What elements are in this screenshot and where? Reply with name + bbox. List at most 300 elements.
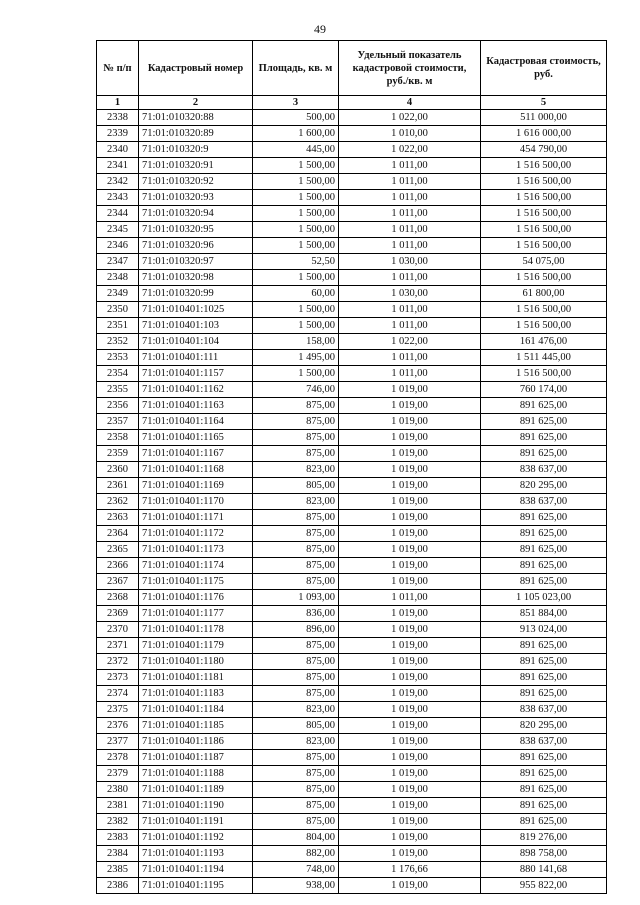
cadastral-value-cell: 891 625,00 bbox=[481, 398, 607, 414]
specific-value-cell: 1 019,00 bbox=[339, 670, 481, 686]
specific-value-cell: 1 030,00 bbox=[339, 286, 481, 302]
area-cell: 1 093,00 bbox=[253, 590, 339, 606]
area-cell: 823,00 bbox=[253, 462, 339, 478]
area-cell: 1 500,00 bbox=[253, 318, 339, 334]
cadastral-value-cell: 891 625,00 bbox=[481, 558, 607, 574]
area-cell: 875,00 bbox=[253, 574, 339, 590]
area-cell: 875,00 bbox=[253, 686, 339, 702]
table-row bbox=[97, 206, 607, 222]
area-cell: 823,00 bbox=[253, 494, 339, 510]
area-cell: 52,50 bbox=[253, 254, 339, 270]
row-number-cell: 2379 bbox=[97, 766, 139, 782]
area-cell: 1 500,00 bbox=[253, 238, 339, 254]
row-number-cell: 2347 bbox=[97, 254, 139, 270]
table-row bbox=[97, 478, 607, 494]
area-cell: 875,00 bbox=[253, 414, 339, 430]
table-header-row bbox=[97, 41, 607, 96]
table-row bbox=[97, 286, 607, 302]
cadastral-number-cell: 71:01:010401:1167 bbox=[139, 446, 253, 462]
table-row bbox=[97, 446, 607, 462]
specific-value-cell: 1 019,00 bbox=[339, 558, 481, 574]
cadastral-number-cell: 71:01:010401:1193 bbox=[139, 846, 253, 862]
row-number-cell: 2385 bbox=[97, 862, 139, 878]
area-cell: 938,00 bbox=[253, 878, 339, 894]
specific-value-cell: 1 019,00 bbox=[339, 382, 481, 398]
cadastral-number-cell: 71:01:010401:1184 bbox=[139, 702, 253, 718]
cadastral-number-cell: 71:01:010401:1195 bbox=[139, 878, 253, 894]
table-row bbox=[97, 158, 607, 174]
row-number-cell: 2338 bbox=[97, 110, 139, 126]
area-cell: 875,00 bbox=[253, 398, 339, 414]
specific-value-cell: 1 011,00 bbox=[339, 174, 481, 190]
table-row bbox=[97, 750, 607, 766]
area-cell: 1 500,00 bbox=[253, 158, 339, 174]
specific-value-cell: 1 011,00 bbox=[339, 206, 481, 222]
cadastral-number-cell: 71:01:010401:1179 bbox=[139, 638, 253, 654]
cadastral-number-cell: 71:01:010401:1175 bbox=[139, 574, 253, 590]
area-cell: 1 500,00 bbox=[253, 302, 339, 318]
row-number-cell: 2353 bbox=[97, 350, 139, 366]
column-number: 5 bbox=[481, 96, 607, 110]
specific-value-cell: 1 019,00 bbox=[339, 638, 481, 654]
area-cell: 804,00 bbox=[253, 830, 339, 846]
table-row bbox=[97, 494, 607, 510]
specific-value-cell: 1 019,00 bbox=[339, 750, 481, 766]
specific-value-cell: 1 011,00 bbox=[339, 318, 481, 334]
area-cell: 882,00 bbox=[253, 846, 339, 862]
row-number-cell: 2355 bbox=[97, 382, 139, 398]
table-row bbox=[97, 590, 607, 606]
cadastral-value-cell: 891 625,00 bbox=[481, 638, 607, 654]
table-row bbox=[97, 638, 607, 654]
column-number: 4 bbox=[339, 96, 481, 110]
specific-value-cell: 1 019,00 bbox=[339, 734, 481, 750]
cadastral-number-cell: 71:01:010401:1191 bbox=[139, 814, 253, 830]
cadastral-value-cell: 838 637,00 bbox=[481, 462, 607, 478]
cadastral-number-cell: 71:01:010320:92 bbox=[139, 174, 253, 190]
table-row bbox=[97, 382, 607, 398]
area-cell: 746,00 bbox=[253, 382, 339, 398]
row-number-cell: 2380 bbox=[97, 782, 139, 798]
cadastral-value-cell: 1 516 500,00 bbox=[481, 158, 607, 174]
area-cell: 805,00 bbox=[253, 718, 339, 734]
row-number-cell: 2357 bbox=[97, 414, 139, 430]
area-cell: 875,00 bbox=[253, 430, 339, 446]
cadastral-number-cell: 71:01:010320:96 bbox=[139, 238, 253, 254]
area-cell: 158,00 bbox=[253, 334, 339, 350]
area-cell: 1 600,00 bbox=[253, 126, 339, 142]
specific-value-cell: 1 019,00 bbox=[339, 542, 481, 558]
row-number-cell: 2381 bbox=[97, 798, 139, 814]
specific-value-cell: 1 022,00 bbox=[339, 142, 481, 158]
area-cell: 875,00 bbox=[253, 526, 339, 542]
area-cell: 1 495,00 bbox=[253, 350, 339, 366]
cadastral-value-cell: 54 075,00 bbox=[481, 254, 607, 270]
cadastral-value-cell: 838 637,00 bbox=[481, 494, 607, 510]
specific-value-cell: 1 011,00 bbox=[339, 190, 481, 206]
cadastral-number-cell: 71:01:010320:99 bbox=[139, 286, 253, 302]
cadastral-number-cell: 71:01:010320:93 bbox=[139, 190, 253, 206]
table-row bbox=[97, 622, 607, 638]
cadastral-number-cell: 71:01:010401:1183 bbox=[139, 686, 253, 702]
row-number-cell: 2366 bbox=[97, 558, 139, 574]
table-row bbox=[97, 350, 607, 366]
cadastral-number-cell: 71:01:010401:1177 bbox=[139, 606, 253, 622]
row-number-cell: 2382 bbox=[97, 814, 139, 830]
area-cell: 748,00 bbox=[253, 862, 339, 878]
row-number-cell: 2346 bbox=[97, 238, 139, 254]
area-cell: 875,00 bbox=[253, 510, 339, 526]
table-row bbox=[97, 430, 607, 446]
row-number-cell: 2383 bbox=[97, 830, 139, 846]
table-row bbox=[97, 270, 607, 286]
table-row bbox=[97, 686, 607, 702]
cadastral-value-cell: 891 625,00 bbox=[481, 686, 607, 702]
row-number-cell: 2367 bbox=[97, 574, 139, 590]
table-row bbox=[97, 414, 607, 430]
row-number-cell: 2343 bbox=[97, 190, 139, 206]
table-row bbox=[97, 302, 607, 318]
row-number-cell: 2350 bbox=[97, 302, 139, 318]
cadastral-number-cell: 71:01:010401:1174 bbox=[139, 558, 253, 574]
cadastral-value-cell: 1 511 445,00 bbox=[481, 350, 607, 366]
cadastral-value-cell: 1 516 500,00 bbox=[481, 222, 607, 238]
area-cell: 805,00 bbox=[253, 478, 339, 494]
area-cell: 823,00 bbox=[253, 702, 339, 718]
table-row bbox=[97, 766, 607, 782]
cadastral-value-cell: 891 625,00 bbox=[481, 798, 607, 814]
cadastral-number-cell: 71:01:010401:1165 bbox=[139, 430, 253, 446]
specific-value-cell: 1 011,00 bbox=[339, 350, 481, 366]
cadastral-value-cell: 161 476,00 bbox=[481, 334, 607, 350]
specific-value-cell: 1 011,00 bbox=[339, 238, 481, 254]
specific-value-cell: 1 019,00 bbox=[339, 510, 481, 526]
cadastral-number-cell: 71:01:010401:103 bbox=[139, 318, 253, 334]
table-row bbox=[97, 510, 607, 526]
cadastral-number-cell: 71:01:010320:91 bbox=[139, 158, 253, 174]
table-row bbox=[97, 542, 607, 558]
cadastral-value-cell: 1 516 500,00 bbox=[481, 318, 607, 334]
specific-value-cell: 1 011,00 bbox=[339, 302, 481, 318]
cadastral-number-cell: 71:01:010401:1025 bbox=[139, 302, 253, 318]
area-cell: 500,00 bbox=[253, 110, 339, 126]
table-row bbox=[97, 718, 607, 734]
specific-value-cell: 1 019,00 bbox=[339, 814, 481, 830]
table-row bbox=[97, 318, 607, 334]
row-number-cell: 2339 bbox=[97, 126, 139, 142]
cadastral-number-cell: 71:01:010320:89 bbox=[139, 126, 253, 142]
specific-value-cell: 1 019,00 bbox=[339, 766, 481, 782]
table-row bbox=[97, 558, 607, 574]
cadastral-number-cell: 71:01:010401:1194 bbox=[139, 862, 253, 878]
column-number-row bbox=[97, 96, 607, 110]
specific-value-cell: 1 019,00 bbox=[339, 446, 481, 462]
header-row-number: № п/п bbox=[97, 41, 139, 96]
specific-value-cell: 1 019,00 bbox=[339, 526, 481, 542]
specific-value-cell: 1 019,00 bbox=[339, 718, 481, 734]
table-row bbox=[97, 654, 607, 670]
specific-value-cell: 1 019,00 bbox=[339, 702, 481, 718]
area-cell: 875,00 bbox=[253, 798, 339, 814]
column-number: 3 bbox=[253, 96, 339, 110]
cadastral-value-cell: 760 174,00 bbox=[481, 382, 607, 398]
cadastral-number-cell: 71:01:010401:1178 bbox=[139, 622, 253, 638]
cadastral-number-cell: 71:01:010401:1172 bbox=[139, 526, 253, 542]
cadastral-value-cell: 891 625,00 bbox=[481, 814, 607, 830]
cadastral-number-cell: 71:01:010401:1180 bbox=[139, 654, 253, 670]
table-row bbox=[97, 606, 607, 622]
row-number-cell: 2358 bbox=[97, 430, 139, 446]
cadastral-number-cell: 71:01:010401:1162 bbox=[139, 382, 253, 398]
cadastral-value-cell: 1 516 500,00 bbox=[481, 238, 607, 254]
area-cell: 1 500,00 bbox=[253, 222, 339, 238]
row-number-cell: 2384 bbox=[97, 846, 139, 862]
cadastral-value-cell: 891 625,00 bbox=[481, 430, 607, 446]
cadastral-value-cell: 891 625,00 bbox=[481, 750, 607, 766]
row-number-cell: 2368 bbox=[97, 590, 139, 606]
cadastral-number-cell: 71:01:010401:1186 bbox=[139, 734, 253, 750]
cadastral-value-cell: 1 616 000,00 bbox=[481, 126, 607, 142]
table-row bbox=[97, 702, 607, 718]
row-number-cell: 2372 bbox=[97, 654, 139, 670]
row-number-cell: 2356 bbox=[97, 398, 139, 414]
specific-value-cell: 1 022,00 bbox=[339, 110, 481, 126]
cadastral-value-cell: 1 105 023,00 bbox=[481, 590, 607, 606]
cadastral-value-cell: 838 637,00 bbox=[481, 702, 607, 718]
cadastral-number-cell: 71:01:010401:1164 bbox=[139, 414, 253, 430]
cadastral-value-cell: 891 625,00 bbox=[481, 766, 607, 782]
cadastral-value-cell: 838 637,00 bbox=[481, 734, 607, 750]
cadastral-value-cell: 820 295,00 bbox=[481, 718, 607, 734]
table-row bbox=[97, 254, 607, 270]
column-number: 2 bbox=[139, 96, 253, 110]
row-number-cell: 2361 bbox=[97, 478, 139, 494]
cadastral-value-cell: 1 516 500,00 bbox=[481, 174, 607, 190]
table-row bbox=[97, 222, 607, 238]
cadastral-number-cell: 71:01:010401:1171 bbox=[139, 510, 253, 526]
area-cell: 60,00 bbox=[253, 286, 339, 302]
cadastral-value-cell: 851 884,00 bbox=[481, 606, 607, 622]
area-cell: 875,00 bbox=[253, 654, 339, 670]
specific-value-cell: 1 011,00 bbox=[339, 270, 481, 286]
cadastral-value-cell: 1 516 500,00 bbox=[481, 302, 607, 318]
row-number-cell: 2352 bbox=[97, 334, 139, 350]
specific-value-cell: 1 019,00 bbox=[339, 798, 481, 814]
cadastral-number-cell: 71:01:010401:1181 bbox=[139, 670, 253, 686]
table-row bbox=[97, 574, 607, 590]
area-cell: 823,00 bbox=[253, 734, 339, 750]
row-number-cell: 2351 bbox=[97, 318, 139, 334]
cadastral-number-cell: 71:01:010320:97 bbox=[139, 254, 253, 270]
table-row bbox=[97, 814, 607, 830]
cadastral-value-cell: 820 295,00 bbox=[481, 478, 607, 494]
cadastral-value-cell: 511 000,00 bbox=[481, 110, 607, 126]
cadastral-number-cell: 71:01:010401:1187 bbox=[139, 750, 253, 766]
area-cell: 875,00 bbox=[253, 814, 339, 830]
cadastral-number-cell: 71:01:010401:1189 bbox=[139, 782, 253, 798]
specific-value-cell: 1 019,00 bbox=[339, 830, 481, 846]
cadastral-number-cell: 71:01:010401:1188 bbox=[139, 766, 253, 782]
row-number-cell: 2349 bbox=[97, 286, 139, 302]
specific-value-cell: 1 019,00 bbox=[339, 846, 481, 862]
row-number-cell: 2371 bbox=[97, 638, 139, 654]
row-number-cell: 2342 bbox=[97, 174, 139, 190]
cadastral-number-cell: 71:01:010401:1163 bbox=[139, 398, 253, 414]
row-number-cell: 2370 bbox=[97, 622, 139, 638]
header-cadastral-value: Кадастровая стоимость, руб. bbox=[481, 41, 607, 96]
cadastral-number-cell: 71:01:010401:1185 bbox=[139, 718, 253, 734]
cadastral-value-cell: 1 516 500,00 bbox=[481, 270, 607, 286]
row-number-cell: 2386 bbox=[97, 878, 139, 894]
table-row bbox=[97, 670, 607, 686]
specific-value-cell: 1 019,00 bbox=[339, 462, 481, 478]
cadastral-value-cell: 891 625,00 bbox=[481, 542, 607, 558]
specific-value-cell: 1 011,00 bbox=[339, 366, 481, 382]
cadastral-number-cell: 71:01:010401:104 bbox=[139, 334, 253, 350]
area-cell: 875,00 bbox=[253, 638, 339, 654]
table-row bbox=[97, 878, 607, 894]
row-number-cell: 2354 bbox=[97, 366, 139, 382]
specific-value-cell: 1 022,00 bbox=[339, 334, 481, 350]
cadastral-value-cell: 955 822,00 bbox=[481, 878, 607, 894]
cadastral-number-cell: 71:01:010401:1157 bbox=[139, 366, 253, 382]
specific-value-cell: 1 019,00 bbox=[339, 622, 481, 638]
cadastral-value-cell: 891 625,00 bbox=[481, 414, 607, 430]
cadastral-number-cell: 71:01:010401:1173 bbox=[139, 542, 253, 558]
specific-value-cell: 1 011,00 bbox=[339, 158, 481, 174]
area-cell: 896,00 bbox=[253, 622, 339, 638]
cadastral-number-cell: 71:01:010401:1192 bbox=[139, 830, 253, 846]
header-specific-value: Удельный показатель кадастровой стоимости, руб./кв. м bbox=[339, 41, 481, 96]
cadastral-value-cell: 891 625,00 bbox=[481, 446, 607, 462]
cadastral-value-cell: 891 625,00 bbox=[481, 782, 607, 798]
column-number: 1 bbox=[97, 96, 139, 110]
cadastral-value-cell: 61 800,00 bbox=[481, 286, 607, 302]
row-number-cell: 2362 bbox=[97, 494, 139, 510]
specific-value-cell: 1 019,00 bbox=[339, 606, 481, 622]
row-number-cell: 2365 bbox=[97, 542, 139, 558]
area-cell: 1 500,00 bbox=[253, 206, 339, 222]
specific-value-cell: 1 030,00 bbox=[339, 254, 481, 270]
table-body bbox=[97, 110, 607, 894]
cadastral-value-cell: 880 141,68 bbox=[481, 862, 607, 878]
row-number-cell: 2378 bbox=[97, 750, 139, 766]
area-cell: 1 500,00 bbox=[253, 174, 339, 190]
cadastral-value-cell: 819 276,00 bbox=[481, 830, 607, 846]
specific-value-cell: 1 011,00 bbox=[339, 590, 481, 606]
table-row bbox=[97, 238, 607, 254]
cadastral-value-cell: 454 790,00 bbox=[481, 142, 607, 158]
cadastral-number-cell: 71:01:010401:1190 bbox=[139, 798, 253, 814]
specific-value-cell: 1 019,00 bbox=[339, 878, 481, 894]
row-number-cell: 2374 bbox=[97, 686, 139, 702]
cadastral-value-cell: 1 516 500,00 bbox=[481, 190, 607, 206]
row-number-cell: 2359 bbox=[97, 446, 139, 462]
cadastral-number-cell: 71:01:010320:95 bbox=[139, 222, 253, 238]
row-number-cell: 2364 bbox=[97, 526, 139, 542]
specific-value-cell: 1 019,00 bbox=[339, 654, 481, 670]
cadastral-number-cell: 71:01:010320:94 bbox=[139, 206, 253, 222]
specific-value-cell: 1 019,00 bbox=[339, 430, 481, 446]
cadastral-number-cell: 71:01:010401:111 bbox=[139, 350, 253, 366]
table-row bbox=[97, 334, 607, 350]
cadastral-number-cell: 71:01:010401:1176 bbox=[139, 590, 253, 606]
table-row bbox=[97, 126, 607, 142]
area-cell: 875,00 bbox=[253, 542, 339, 558]
table-row bbox=[97, 798, 607, 814]
table-row bbox=[97, 734, 607, 750]
table-row bbox=[97, 142, 607, 158]
row-number-cell: 2340 bbox=[97, 142, 139, 158]
cadastral-number-cell: 71:01:010320:88 bbox=[139, 110, 253, 126]
area-cell: 445,00 bbox=[253, 142, 339, 158]
cadastral-number-cell: 71:01:010401:1169 bbox=[139, 478, 253, 494]
cadastral-value-cell: 898 758,00 bbox=[481, 846, 607, 862]
row-number-cell: 2375 bbox=[97, 702, 139, 718]
header-cadastral-number: Кадастровый номер bbox=[139, 41, 253, 96]
row-number-cell: 2344 bbox=[97, 206, 139, 222]
row-number-cell: 2341 bbox=[97, 158, 139, 174]
table-row bbox=[97, 526, 607, 542]
cadastral-value-cell: 891 625,00 bbox=[481, 510, 607, 526]
area-cell: 875,00 bbox=[253, 766, 339, 782]
area-cell: 875,00 bbox=[253, 558, 339, 574]
area-cell: 875,00 bbox=[253, 750, 339, 766]
specific-value-cell: 1 019,00 bbox=[339, 398, 481, 414]
specific-value-cell: 1 019,00 bbox=[339, 414, 481, 430]
table-row bbox=[97, 782, 607, 798]
specific-value-cell: 1 176,66 bbox=[339, 862, 481, 878]
cadastral-value-cell: 913 024,00 bbox=[481, 622, 607, 638]
table-row bbox=[97, 174, 607, 190]
row-number-cell: 2363 bbox=[97, 510, 139, 526]
cadastral-value-cell: 891 625,00 bbox=[481, 670, 607, 686]
specific-value-cell: 1 011,00 bbox=[339, 222, 481, 238]
table-row bbox=[97, 462, 607, 478]
row-number-cell: 2369 bbox=[97, 606, 139, 622]
row-number-cell: 2348 bbox=[97, 270, 139, 286]
cadastral-value-cell: 891 625,00 bbox=[481, 654, 607, 670]
cadastral-value-cell: 1 516 500,00 bbox=[481, 366, 607, 382]
area-cell: 1 500,00 bbox=[253, 190, 339, 206]
cadastral-number-cell: 71:01:010401:1170 bbox=[139, 494, 253, 510]
cadastral-value-cell: 891 625,00 bbox=[481, 574, 607, 590]
specific-value-cell: 1 019,00 bbox=[339, 574, 481, 590]
specific-value-cell: 1 019,00 bbox=[339, 494, 481, 510]
area-cell: 875,00 bbox=[253, 670, 339, 686]
row-number-cell: 2376 bbox=[97, 718, 139, 734]
table-row bbox=[97, 366, 607, 382]
table-row bbox=[97, 398, 607, 414]
table-row bbox=[97, 846, 607, 862]
table-row bbox=[97, 190, 607, 206]
table-row bbox=[97, 110, 607, 126]
area-cell: 875,00 bbox=[253, 782, 339, 798]
header-area: Площадь, кв. м bbox=[253, 41, 339, 96]
row-number-cell: 2377 bbox=[97, 734, 139, 750]
cadastral-value-cell: 1 516 500,00 bbox=[481, 206, 607, 222]
cadastral-value-table bbox=[96, 40, 607, 894]
cadastral-number-cell: 71:01:010401:1168 bbox=[139, 462, 253, 478]
area-cell: 836,00 bbox=[253, 606, 339, 622]
cadastral-number-cell: 71:01:010320:9 bbox=[139, 142, 253, 158]
specific-value-cell: 1 010,00 bbox=[339, 126, 481, 142]
row-number-cell: 2373 bbox=[97, 670, 139, 686]
table-row bbox=[97, 862, 607, 878]
area-cell: 1 500,00 bbox=[253, 366, 339, 382]
row-number-cell: 2360 bbox=[97, 462, 139, 478]
area-cell: 1 500,00 bbox=[253, 270, 339, 286]
